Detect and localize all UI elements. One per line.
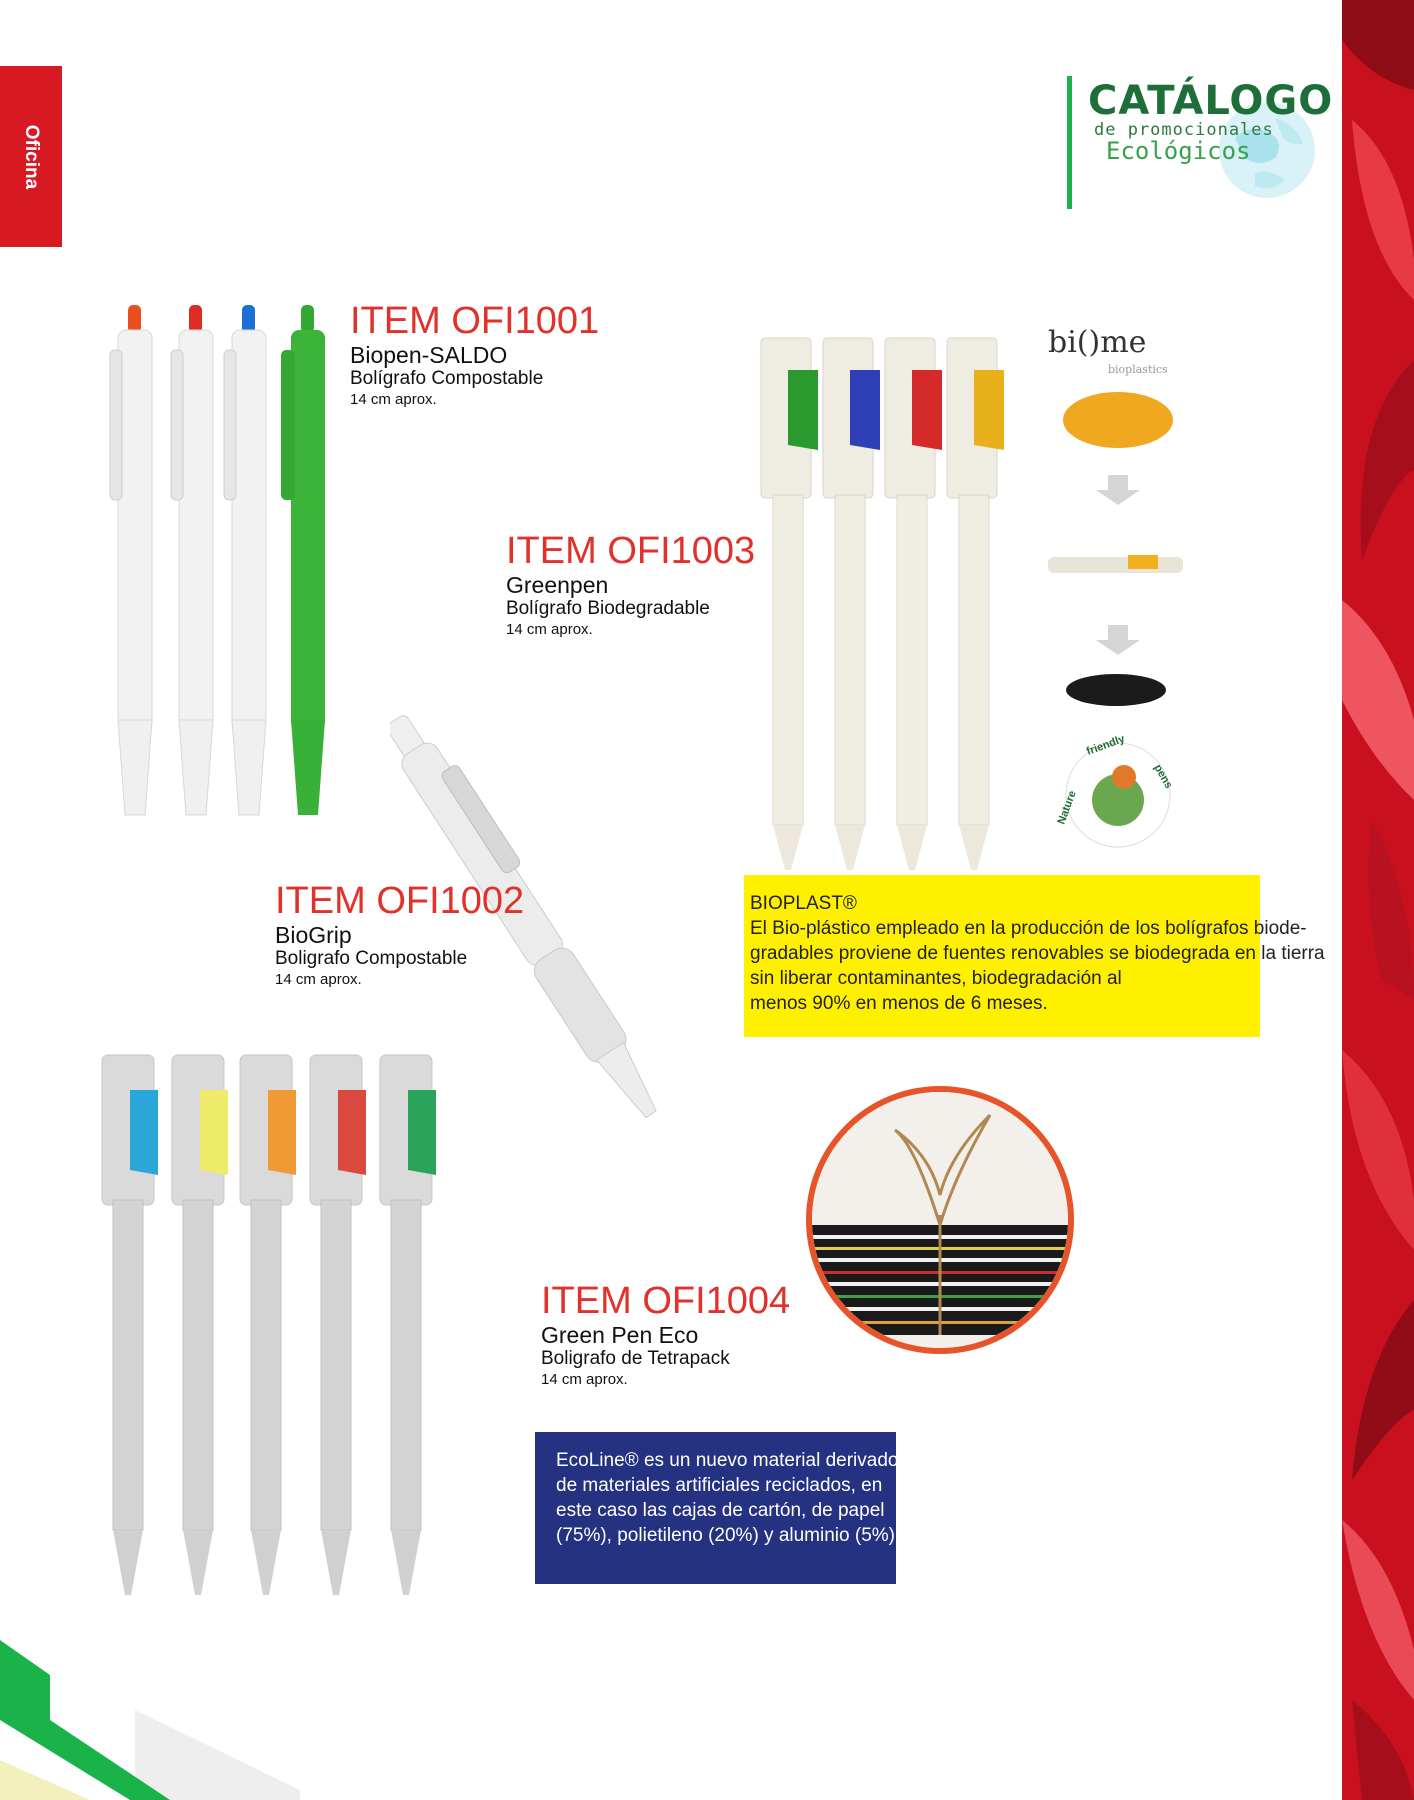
item-name: Biopen-SALDO — [350, 342, 508, 368]
ecoline-line: de materiales artificiales reciclados, en — [556, 1475, 883, 1496]
section-tab-label: Oficina — [21, 124, 42, 189]
logo-tagline: Ecológicos — [1106, 137, 1251, 165]
item-size: 14 cm aprox. — [541, 1371, 628, 1388]
nature-badge-left: Nature — [1055, 789, 1079, 827]
logo-subtitle: de promocionales — [1094, 120, 1274, 140]
item-size: 14 cm aprox. — [275, 971, 362, 988]
right-decorative-strip — [1342, 0, 1414, 1800]
leaf-pattern — [1342, 0, 1414, 1800]
bioplastic-granules-icon — [1063, 392, 1173, 448]
soil-icon — [1066, 674, 1166, 706]
pen-clip-red — [310, 1055, 366, 1595]
item-ofi1002 — [275, 880, 524, 989]
nature-badge-middle: friendly — [1084, 732, 1127, 758]
item-description: Bolígrafo Compostable — [350, 368, 544, 389]
logo-title: CATÁLOGO — [1088, 78, 1334, 124]
item-title: ITEM OFI1004 — [541, 1280, 791, 1322]
greenpen-product-image — [758, 335, 1013, 880]
pen-red-tip — [110, 305, 152, 815]
pen-clip-cyan — [102, 1055, 158, 1595]
biome-lifecycle-column — [1048, 325, 1188, 875]
pen-lying-icon — [1048, 557, 1183, 573]
pen-clip-blue — [823, 338, 880, 870]
pen-clip-green — [761, 338, 818, 870]
green-pen-eco-product-image — [100, 1050, 450, 1600]
logo-divider-bar — [1067, 76, 1072, 209]
arrow-down-icon-2 — [1096, 625, 1140, 655]
ecoline-info-box — [535, 1432, 901, 1584]
ecoline-line: este caso las cajas de cartón, de papel — [556, 1500, 885, 1521]
bioplast-line: sin liberar contaminantes, biodegradación al — [750, 968, 1122, 989]
item-ofi1001 — [350, 300, 599, 409]
biome-logo: bi()me — [1048, 325, 1147, 360]
biopen-saldo-product-image — [105, 300, 335, 825]
tetrapack-recycled-photo — [805, 1085, 1075, 1355]
item-size: 14 cm aprox. — [506, 621, 593, 638]
pen-clip-red — [885, 338, 942, 870]
bioplast-line: BIOPLAST® — [750, 893, 857, 914]
lifecycle-graphic — [1048, 385, 1188, 875]
pen-clip-yellow — [947, 338, 1004, 870]
pen-clip-yellow — [172, 1055, 228, 1595]
item-name: BioGrip — [275, 922, 352, 948]
item-description: Boligrafo de Tetrapack — [541, 1348, 730, 1369]
item-ofi1004 — [541, 1280, 790, 1389]
bioplast-line: menos 90% en menos de 6 meses. — [750, 993, 1048, 1014]
item-name: Green Pen Eco — [541, 1322, 699, 1348]
arrow-down-icon — [1096, 475, 1140, 505]
corner-decoration — [0, 1620, 300, 1800]
pen-green — [281, 305, 325, 815]
pen-clip-green — [380, 1055, 436, 1595]
item-ofi1003 — [506, 530, 755, 639]
nature-badge-right: pens — [1151, 762, 1175, 791]
section-tab-oficina — [0, 66, 62, 247]
ecoline-line: (75%), polietileno (20%) y aluminio (5%). — [556, 1525, 901, 1546]
biome-logo-sub: bioplastics — [1108, 363, 1168, 376]
ecoline-line: EcoLine® es un nuevo material derivado — [556, 1450, 899, 1471]
item-size: 14 cm aprox. — [350, 391, 437, 408]
item-title: ITEM OFI1003 — [506, 530, 756, 572]
item-description: Bolígrafo Biodegradable — [506, 598, 710, 619]
item-name: Greenpen — [506, 572, 609, 598]
item-title: ITEM OFI1001 — [350, 300, 600, 342]
pen-clip-orange — [240, 1055, 296, 1595]
pen-blue-tip — [224, 305, 266, 815]
bioplast-info-box — [744, 875, 1325, 1037]
item-description: Boligrafo Compostable — [275, 948, 468, 969]
pen-red-tip-2 — [171, 305, 213, 815]
bioplast-line: El Bio-plástico empleado en la producción de los bolígrafos biode- — [750, 918, 1307, 939]
item-title: ITEM OFI1002 — [275, 880, 525, 922]
bioplast-line: gradables proviene de fuentes renovables se biodegrada en la tierra — [750, 943, 1325, 964]
